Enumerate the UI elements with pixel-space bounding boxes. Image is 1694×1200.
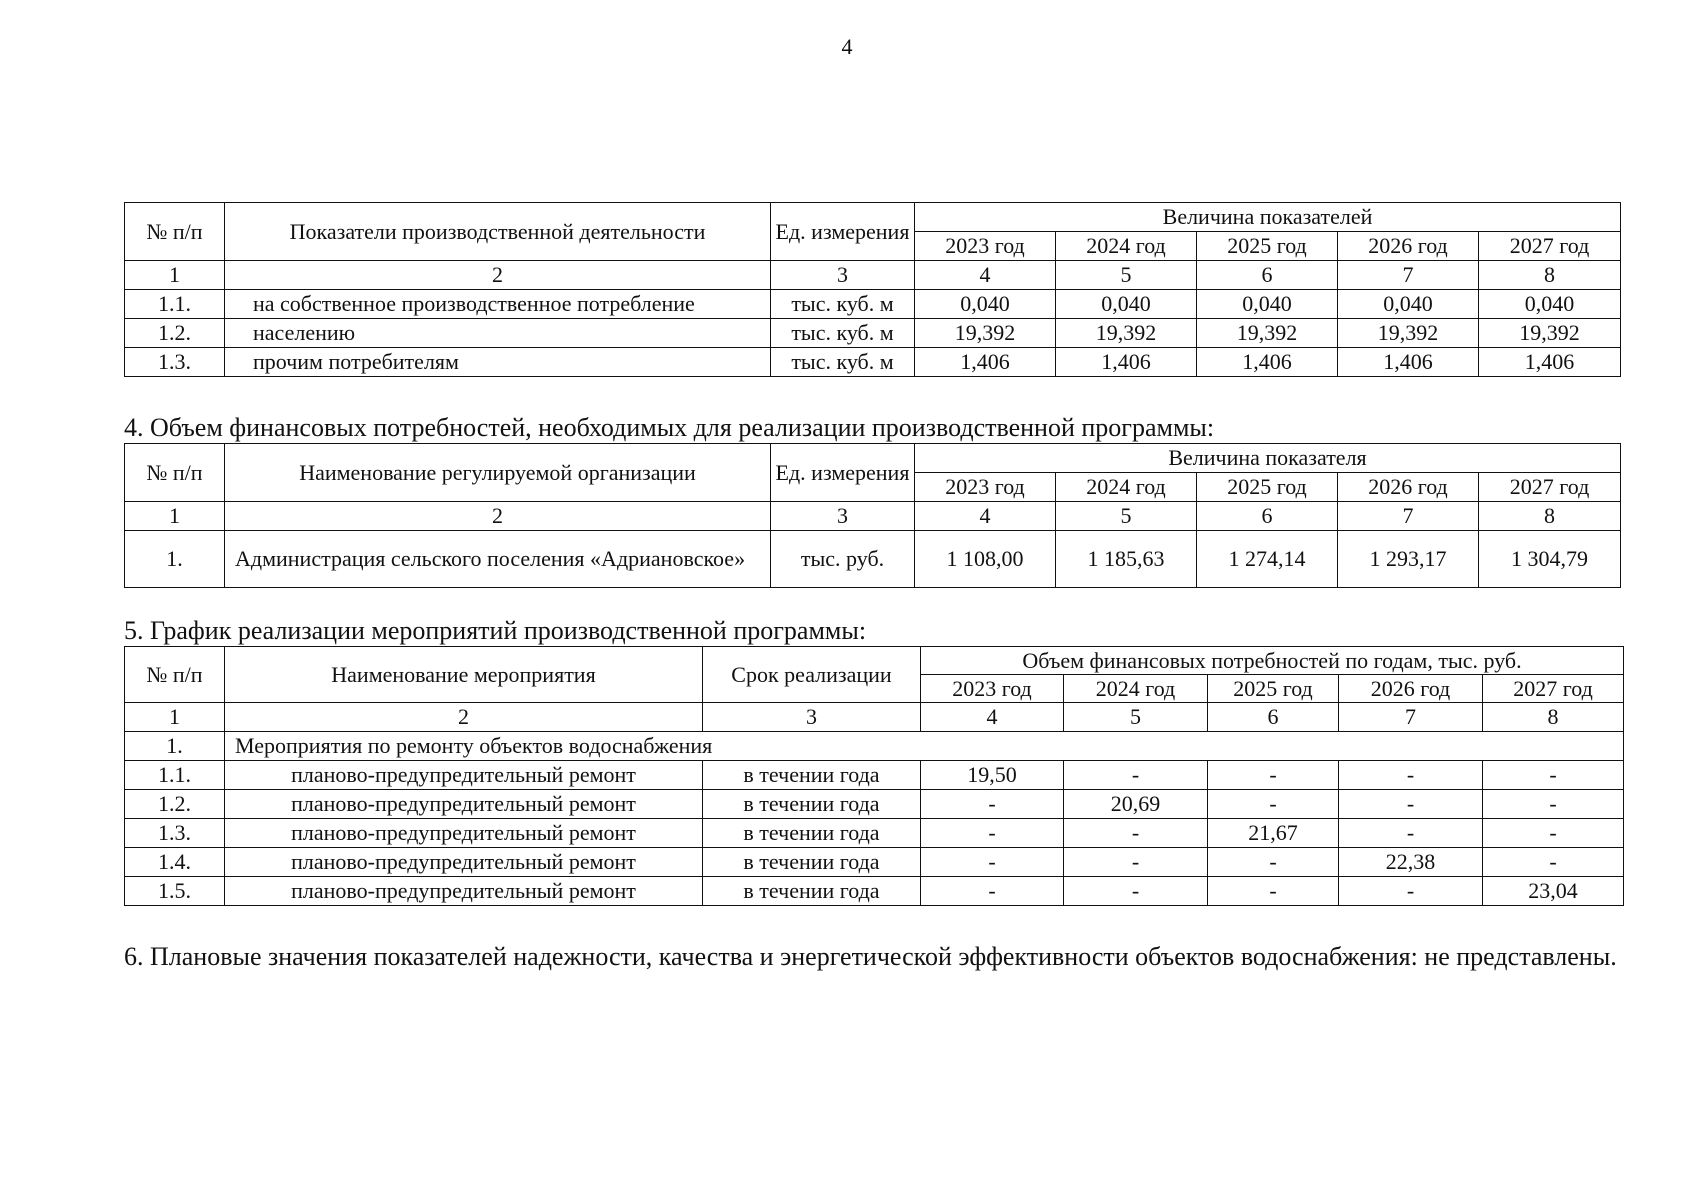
table-row: [125, 761, 1624, 790]
row-value: 1 293,17: [1338, 531, 1479, 588]
header-year: 2027 год: [1483, 675, 1624, 703]
header-year: 2023 год: [915, 473, 1056, 502]
row-value: 0,040: [1338, 290, 1479, 319]
row-value: 19,392: [1479, 319, 1621, 348]
row-value: 19,392: [1056, 319, 1197, 348]
row-value: -: [1339, 790, 1483, 819]
row-value: -: [1208, 761, 1339, 790]
row-term: в течении года: [703, 877, 921, 906]
header-year: 2026 год: [1339, 675, 1483, 703]
column-number: 1: [125, 261, 225, 290]
row-num: 1.3.: [125, 348, 225, 377]
row-value: -: [921, 877, 1064, 906]
section-6-paragraph: 6. Плановые значения показателей надежности, качества и энергетической эффективности объектов водоснабжения: не представлены.: [124, 942, 1617, 971]
header-year: 2023 год: [921, 675, 1064, 703]
row-num: 1.1.: [125, 761, 225, 790]
row-value: 1,406: [1197, 348, 1338, 377]
group-name: Мероприятия по ремонту объектов водоснабжения: [225, 732, 1624, 761]
group-num: 1.: [125, 732, 225, 761]
row-value: 1 185,63: [1056, 531, 1197, 588]
row-value: 19,392: [915, 319, 1056, 348]
column-number: 7: [1338, 502, 1479, 531]
column-number: 5: [1056, 261, 1197, 290]
header-year: 2025 год: [1197, 232, 1338, 261]
column-number: 4: [915, 502, 1056, 531]
row-num: 1.5.: [125, 877, 225, 906]
column-number: 2: [225, 502, 771, 531]
financial-needs-table: [124, 443, 1621, 588]
header-term: Срок реализации: [703, 647, 921, 703]
row-value: 19,50: [921, 761, 1064, 790]
row-value: -: [1208, 877, 1339, 906]
column-number: 7: [1339, 703, 1483, 732]
table-row: [125, 819, 1624, 848]
row-indicator-name: населению: [225, 319, 771, 348]
header-year: 2024 год: [1064, 675, 1208, 703]
header-year: 2026 год: [1338, 232, 1479, 261]
row-activity-name: планово-предупредительный ремонт: [225, 819, 703, 848]
column-number: 3: [771, 261, 915, 290]
column-number: 8: [1479, 261, 1621, 290]
row-value: 0,040: [1197, 290, 1338, 319]
row-unit: тыс. куб. м: [771, 319, 915, 348]
row-value: 0,040: [1056, 290, 1197, 319]
row-value: -: [1064, 877, 1208, 906]
header-unit: Ед. измерения: [771, 444, 915, 502]
row-value: -: [921, 819, 1064, 848]
row-value: 21,67: [1208, 819, 1339, 848]
row-value: 1 304,79: [1479, 531, 1621, 588]
column-number: 7: [1338, 261, 1479, 290]
row-value: -: [921, 790, 1064, 819]
column-number: 3: [703, 703, 921, 732]
row-activity-name: планово-предупредительный ремонт: [225, 790, 703, 819]
row-value: 19,392: [1338, 319, 1479, 348]
row-num: 1.2.: [125, 319, 225, 348]
header-year: 2027 год: [1479, 232, 1621, 261]
row-term: в течении года: [703, 819, 921, 848]
row-num: 1.1.: [125, 290, 225, 319]
row-num: 1.2.: [125, 790, 225, 819]
table-row: [125, 348, 1621, 377]
group-row: [125, 732, 1624, 761]
header-value-group: Величина показателей: [915, 203, 1621, 232]
row-value: 0,040: [915, 290, 1056, 319]
column-number: 8: [1483, 703, 1624, 732]
row-value: -: [1064, 819, 1208, 848]
row-num: 1.4.: [125, 848, 225, 877]
row-num: 1.3.: [125, 819, 225, 848]
row-value: -: [1064, 761, 1208, 790]
row-value: -: [1483, 848, 1624, 877]
header-num: № п/п: [125, 647, 225, 703]
table-row: [125, 290, 1621, 319]
row-unit: тыс. руб.: [771, 531, 915, 588]
row-value: -: [1339, 819, 1483, 848]
header-year: 2023 год: [915, 232, 1056, 261]
column-number: 1: [125, 703, 225, 732]
row-value: -: [1208, 790, 1339, 819]
column-number: 4: [915, 261, 1056, 290]
table-row: [125, 877, 1624, 906]
row-value: 1,406: [1479, 348, 1621, 377]
row-term: в течении года: [703, 790, 921, 819]
section-4-heading: 4. Объем финансовых потребностей, необходимых для реализации производственной программы:: [124, 413, 1215, 442]
row-term: в течении года: [703, 848, 921, 877]
row-value: 20,69: [1064, 790, 1208, 819]
header-num: № п/п: [125, 444, 225, 502]
column-number: 3: [771, 502, 915, 531]
column-number: 6: [1197, 261, 1338, 290]
row-indicator-name: на собственное производственное потребление: [225, 290, 771, 319]
table-row: [125, 531, 1621, 588]
row-value: 1 108,00: [915, 531, 1056, 588]
column-number: 6: [1208, 703, 1339, 732]
header-year: 2024 год: [1056, 473, 1197, 502]
header-year: 2024 год: [1056, 232, 1197, 261]
activities-schedule-table: [124, 646, 1624, 906]
row-value: -: [1208, 848, 1339, 877]
row-activity-name: планово-предупредительный ремонт: [225, 848, 703, 877]
table-row: [125, 319, 1621, 348]
section-5-heading: 5. График реализации мероприятий производственной программы:: [124, 616, 867, 645]
row-value: -: [1483, 761, 1624, 790]
row-unit: тыс. куб. м: [771, 348, 915, 377]
header-value-group: Объем финансовых потребностей по годам, тыс. руб.: [921, 647, 1624, 675]
column-number: 5: [1064, 703, 1208, 732]
row-organization-name: Администрация сельского поселения «Адриановское»: [225, 531, 771, 588]
row-value: 19,392: [1197, 319, 1338, 348]
row-value: 1,406: [1338, 348, 1479, 377]
column-number: 4: [921, 703, 1064, 732]
page-number: 4: [841, 34, 853, 59]
column-number: 2: [225, 261, 771, 290]
row-activity-name: планово-предупредительный ремонт: [225, 877, 703, 906]
production-indicators-table: [124, 202, 1621, 377]
column-number: 8: [1479, 502, 1621, 531]
row-value: 0,040: [1479, 290, 1621, 319]
column-number: 1: [125, 502, 225, 531]
table-row: [125, 790, 1624, 819]
row-activity-name: планово-предупредительный ремонт: [225, 761, 703, 790]
header-unit: Ед. измерения: [771, 203, 915, 261]
header-value-group: Величина показателя: [915, 444, 1621, 473]
row-value: 1,406: [915, 348, 1056, 377]
table-row: [125, 848, 1624, 877]
header-year: 2027 год: [1479, 473, 1621, 502]
column-number: 5: [1056, 502, 1197, 531]
header-year: 2025 год: [1197, 473, 1338, 502]
row-value: -: [1064, 848, 1208, 877]
row-value: 22,38: [1339, 848, 1483, 877]
header-num: № п/п: [125, 203, 225, 261]
row-value: -: [1339, 761, 1483, 790]
column-number: 6: [1197, 502, 1338, 531]
row-term: в течении года: [703, 761, 921, 790]
header-organization-name: Наименование регулируемой организации: [225, 444, 771, 502]
row-unit: тыс. куб. м: [771, 290, 915, 319]
row-value: 23,04: [1483, 877, 1624, 906]
header-activity-name: Наименование мероприятия: [225, 647, 703, 703]
row-value: -: [1483, 819, 1624, 848]
row-value: 1 274,14: [1197, 531, 1338, 588]
row-indicator-name: прочим потребителям: [225, 348, 771, 377]
header-year: 2025 год: [1208, 675, 1339, 703]
row-value: -: [1339, 877, 1483, 906]
row-num: 1.: [125, 531, 225, 588]
row-value: -: [1483, 790, 1624, 819]
header-year: 2026 год: [1338, 473, 1479, 502]
row-value: -: [921, 848, 1064, 877]
header-indicator-name: Показатели производственной деятельности: [225, 203, 771, 261]
column-number: 2: [225, 703, 703, 732]
row-value: 1,406: [1056, 348, 1197, 377]
